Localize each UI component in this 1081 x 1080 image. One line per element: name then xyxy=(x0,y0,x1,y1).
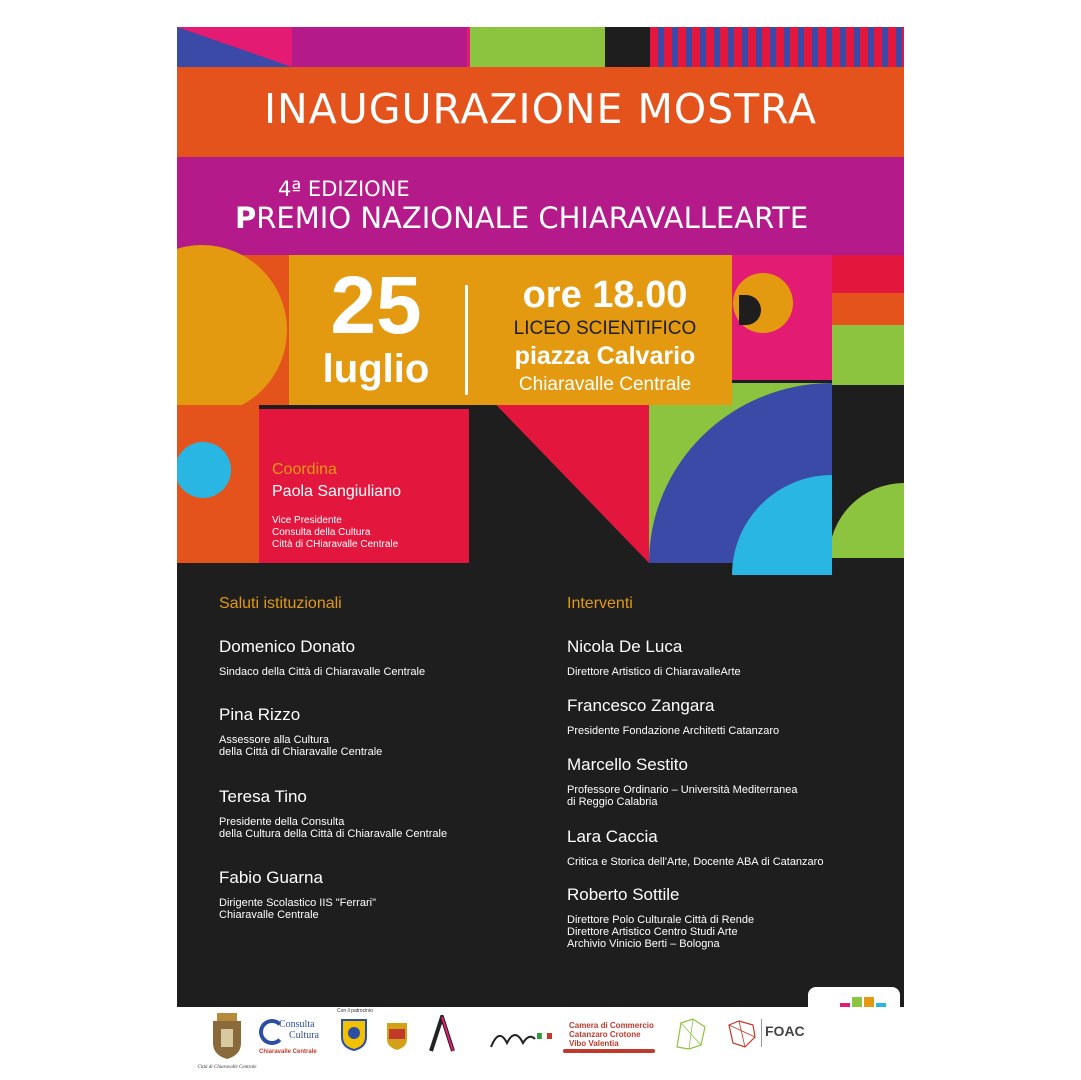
list-item xyxy=(567,637,741,678)
list-item xyxy=(219,787,447,840)
foac-map-icon xyxy=(725,1017,759,1051)
speaker-name: Francesco Zangara xyxy=(567,696,715,715)
list-item xyxy=(219,868,376,921)
speaker-name: Lara Caccia xyxy=(567,827,658,846)
city-logo xyxy=(197,1011,257,1077)
event-square: piazza Calvario xyxy=(514,342,696,370)
coordinator-role-3: Città di CHiaravalle Centrale xyxy=(272,539,399,550)
speaker-role: Archivio Vinicio Berti – Bologna xyxy=(567,938,720,950)
speaker-role: Professore Ordinario – Università Mediterranea xyxy=(567,784,798,796)
event-day: 25 xyxy=(330,260,422,351)
event-venue: LICEO SCIENTIFICO xyxy=(513,318,697,339)
province-shield-icon xyxy=(385,1017,409,1051)
speaker-name: Nicola De Luca xyxy=(567,637,683,656)
event-month: luglio xyxy=(322,347,430,391)
academy-a-icon xyxy=(427,1015,457,1053)
chamber-swoosh xyxy=(563,1049,655,1053)
chamber-line-2: Catanzaro Crotone xyxy=(569,1030,641,1039)
chamber-line-1: Camera di Commercio xyxy=(569,1021,654,1030)
speaker-role: di Reggio Calabria xyxy=(567,796,658,808)
edition-label: 4ª EDIZIONE xyxy=(278,177,410,201)
title-bar xyxy=(177,67,904,157)
speaker-name: Pina Rizzo xyxy=(219,705,301,724)
region-shield-icon xyxy=(339,1017,369,1051)
sponsor-footer xyxy=(177,1007,904,1080)
speaker-name: Marcello Sestito xyxy=(567,755,688,774)
event-time: ore 18.00 xyxy=(522,274,688,316)
coordinator-role-2: Consulta della Cultura xyxy=(272,527,371,538)
city-caption: Città di Chiaravalle Centrale xyxy=(197,1065,257,1070)
coordinator-label: Coordina xyxy=(272,461,337,478)
greetings-section xyxy=(219,595,539,921)
speaker-role: della Cultura della Città di Chiaravalle Centrale xyxy=(219,828,448,840)
award-rest: REMIO NAZIONALE CHIARAVALLEARTE xyxy=(256,201,809,235)
speaker-role: Sindaco della Città di Chiaravalle Centrale xyxy=(219,666,426,678)
award-initial: P xyxy=(235,201,257,235)
speaker-role: Dirigente Scolastico IIS "Ferrari" xyxy=(219,897,376,909)
speaker-role: Presidente Fondazione Architetti Catanzaro xyxy=(567,725,780,737)
school-logo-icon xyxy=(489,1023,553,1053)
speaker-name: Roberto Sottile xyxy=(567,885,680,904)
architects-foundation-icon xyxy=(671,1017,711,1051)
date-divider xyxy=(465,285,468,395)
talks-heading: Interventi xyxy=(567,595,633,612)
consulta-logo xyxy=(259,1017,331,1057)
foac-separator xyxy=(761,1019,762,1047)
speaker-role: Presidente della Consulta xyxy=(219,816,345,828)
edition-bar xyxy=(177,157,904,255)
list-item xyxy=(219,705,382,758)
speaker-role: Assessore alla Cultura xyxy=(219,734,330,746)
speaker-role: Direttore Artistico Centro Studi Arte xyxy=(567,926,738,938)
speaker-name: Domenico Donato xyxy=(219,637,356,656)
speaker-name: Teresa Tino xyxy=(219,787,307,806)
chamber-logo xyxy=(563,1019,663,1059)
poster xyxy=(177,27,904,1007)
top-decor-band xyxy=(177,27,904,67)
date-venue-block xyxy=(289,255,732,405)
coordinator-role-1: Vice Presidente xyxy=(272,515,342,526)
speaker-name: Fabio Guarna xyxy=(219,868,323,887)
speaker-role: della Città di Chiaravalle Centrale xyxy=(219,746,383,758)
page-title: INAUGURAZIONE MOSTRA xyxy=(263,85,818,133)
greetings-heading: Saluti istituzionali xyxy=(219,595,342,612)
chamber-line-3: Vibo Valentia xyxy=(569,1039,619,1048)
list-item xyxy=(567,827,823,868)
coordinator-name: Paola Sangiuliano xyxy=(272,483,401,500)
foac-label: FOAC xyxy=(765,1023,805,1039)
consulta-title-1: Consulta xyxy=(279,1019,315,1030)
list-item xyxy=(567,885,754,950)
speaker-role: Critica e Storica dell'Arte, Docente ABA di Catanzaro xyxy=(567,856,824,868)
list-item xyxy=(567,696,779,737)
speaker-role: Direttore Artistico di ChiaravalleArte xyxy=(567,666,741,678)
coordinator-box xyxy=(259,409,469,563)
consulta-title-2: Cultura xyxy=(289,1030,319,1041)
patronage-label: Con il patrocinio xyxy=(337,1008,373,1014)
city-crest-icon xyxy=(207,1011,247,1061)
speaker-role: Direttore Polo Culturale Città di Rende xyxy=(567,914,755,926)
cyan-dot xyxy=(177,442,231,498)
list-item xyxy=(567,755,798,808)
talks-section xyxy=(567,595,897,950)
list-item xyxy=(219,637,425,678)
speaker-role: Chiaravalle Centrale xyxy=(219,909,319,921)
event-town: Chiaravalle Centrale xyxy=(518,374,692,395)
award-title xyxy=(235,201,808,235)
consulta-title-3: Chiaravalle Centrale xyxy=(259,1049,317,1055)
